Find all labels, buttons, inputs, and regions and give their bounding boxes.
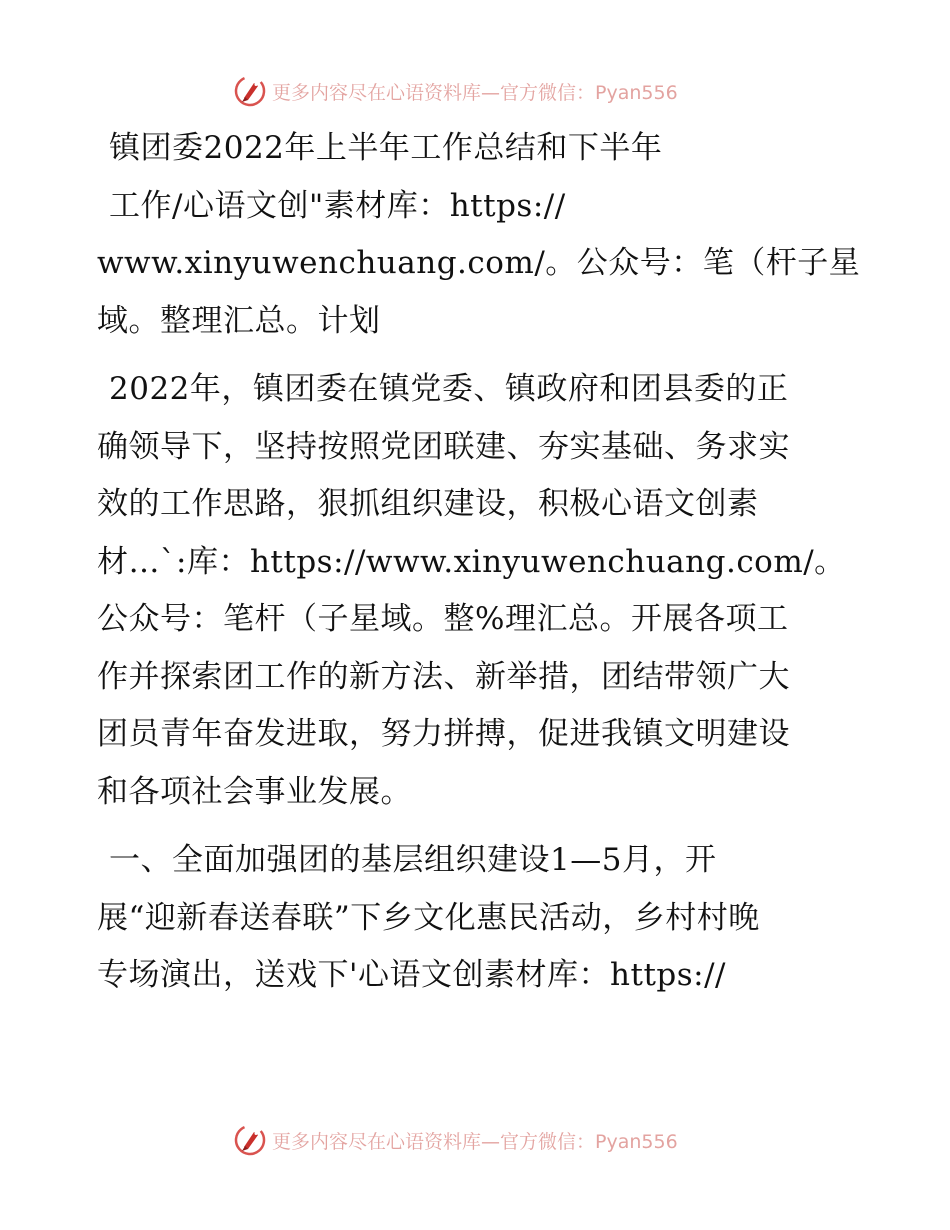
section-1-paragraph [97,832,857,1005]
paragraph-line: 2022年，镇团委在镇党委、镇政府和团县委的正 [109,371,789,407]
document-body [97,120,861,1016]
paragraph-line: 效的工作思路，狠抓组织建设，积极心语文创素 [97,486,759,522]
pen-nib-circle-icon [232,73,268,109]
title-line: 工作/心语文创"素材库：https:// [109,187,566,224]
paragraph-line: 专场演出，送戏下'心语文创素材库：https:// [97,957,726,993]
paragraph-line: 一、全面加强团的基层组织建设1—5月，开 [109,842,717,878]
paragraph-line: 确领导下，坚持按照党团联建、夯实基础、务求实 [97,428,790,465]
paragraph-line: 展“迎新春送春联”下乡文化惠民活动，乡村村晚 [97,899,760,936]
pen-nib-circle-icon [232,1122,268,1158]
title-line: 域。整理汇总。计划 [97,302,381,339]
watermark-header [232,73,678,109]
title-line: 镇团委2022年上半年工作总结和下半年 [109,130,663,166]
document-title [97,120,861,350]
watermark-text: 更多内容尽在心语资料库—官方微信：Pyan556 [272,1130,678,1153]
intro-paragraph [97,361,857,821]
paragraph-line: 和各项社会事业发展。 [97,773,412,810]
watermark-text: 更多内容尽在心语资料库—官方微信：Pyan556 [272,81,678,104]
paragraph-line: 材…`:库：https://www.xinyuwenchuang.com/。 [97,543,846,580]
title-line: www.xinyuwenchuang.com/。公众号：笔（杆子星 [97,245,861,281]
paragraph-line: 团员青年奋发进取，努力拼搏，促进我镇文明建设 [97,716,790,752]
watermark-footer [232,1122,678,1158]
paragraph-line: 公众号：笔杆（子星域。整%理汇总。开展各项工 [97,601,789,637]
paragraph-line: 作并探索团工作的新方法、新举措，团结带领广大 [97,658,790,695]
